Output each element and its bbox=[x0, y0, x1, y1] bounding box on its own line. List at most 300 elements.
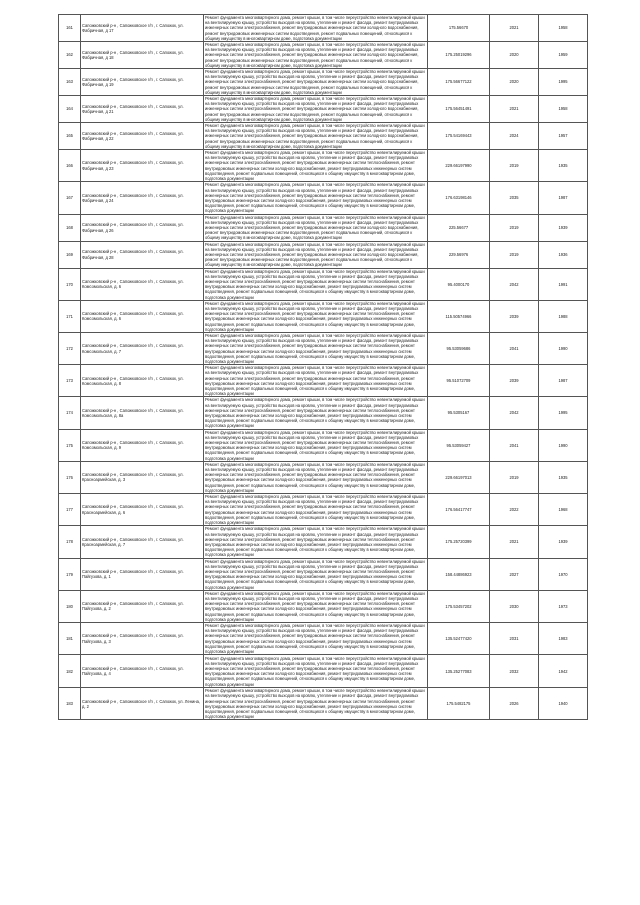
cell-cost-text: 95.53059427 bbox=[446, 442, 471, 448]
cell-cost-text: 95.4000170 bbox=[447, 281, 470, 287]
capital-repair-table bbox=[58, 14, 588, 720]
cell-work-text: Ремонт фундамента многоквартирного дома, ремонт крыши, в том числе переустройство невентилируемой крыши на вентилируемую крышу, устройство выходов на кровлю, утепление и ремонт фасада, ремонт внутридомовых инженерных систем электроснабжения, ремонт внутридомовых инженерных систем теплоснабжения, ремонт внутридомовых инженерных систем холодного водоснабжения, ремонт внутридомовых инженерных систем водоотведения, ремонт подвальных помещений, относящихся к общему имуществу в многоквартирном доме, подготовка документации bbox=[205, 655, 425, 687]
cell-year-text: 2024 bbox=[509, 133, 519, 139]
table-body bbox=[59, 15, 588, 720]
cell-work-text: Ремонт фундамента многоквартирного дома, ремонт крыши, в том числе переустройство невентилируемой крыши на вентилируемую крышу, устройство выходов на кровлю, утепление и ремонт фасада, ремонт внутридомовых инженерных систем электроснабжения, ремонт внутридомовых инженерных систем теплоснабжения, ремонт внутридомовых инженерных систем холодного водоснабжения, ремонт внутридомовых инженерных систем водоотведения, ремонт подвальных помещений, относящихся к общему имуществу в многоквартирном доме, подготовка документации bbox=[205, 300, 425, 332]
cell-addr-text: Сапожковский р-н , Сапожковское г/п , г. Сапожок, ул. Красноармейская, д. 7 bbox=[82, 536, 184, 547]
cell-cost bbox=[428, 332, 490, 364]
cell-addr bbox=[81, 590, 204, 622]
cell-addr-text: Сапожковский р-н , Сапожковское г/п , г. Сапожок, ул. Пайгузова, д. 3 bbox=[82, 633, 184, 644]
cell-work-text: Ремонт фундамента многоквартирного дома, ремонт крыши, в том числе переустройство невентилируемой крыши на вентилируемую крышу, устройство выходов на кровлю, утепление и ремонт фасада, ремонт внутридомовых инженерных систем электроснабжения, ремонт внутридомовых инженерных систем холодного водоснабжения, ремонт внутридомовых инженерных систем водоотведения, ремонт подвальных помещений, относящихся к общему имуществу в многоквартирном доме, подготовка документации bbox=[205, 15, 425, 41]
cell-cost bbox=[428, 123, 490, 150]
table-row bbox=[59, 182, 588, 214]
cell-cost bbox=[428, 526, 490, 558]
cell-cost bbox=[428, 429, 490, 461]
cell-num bbox=[59, 42, 81, 69]
cell-year-text: 2019 bbox=[509, 163, 519, 169]
cell-built-text: 1987 bbox=[558, 378, 568, 384]
cell-built-text: 1935 bbox=[558, 474, 568, 480]
cell-cost bbox=[428, 268, 490, 300]
cell-built bbox=[539, 214, 588, 241]
cell-addr bbox=[81, 494, 204, 526]
cell-work bbox=[204, 15, 428, 42]
cell-cost-text: 175.54169443 bbox=[445, 133, 472, 139]
table-row bbox=[59, 429, 588, 461]
cell-addr bbox=[81, 96, 204, 123]
cell-built-text: 1936 bbox=[558, 251, 568, 257]
cell-work bbox=[204, 397, 428, 429]
cell-work bbox=[204, 461, 428, 493]
cell-work bbox=[204, 123, 428, 150]
cell-num-text: 180 bbox=[66, 603, 73, 609]
cell-cost bbox=[428, 15, 490, 42]
cell-num-text: 177 bbox=[66, 507, 73, 513]
cell-cost bbox=[428, 42, 490, 69]
cell-built bbox=[539, 397, 588, 429]
cell-num bbox=[59, 300, 81, 332]
cell-built bbox=[539, 494, 588, 526]
table-row bbox=[59, 461, 588, 493]
cell-num-text: 169 bbox=[66, 251, 73, 257]
cell-addr-text: Сапожковский р-н , Сапожковское г/п , г. Сапожок, ул. Комсомольская, д. 9 bbox=[82, 440, 184, 451]
cell-num bbox=[59, 494, 81, 526]
cell-work bbox=[204, 214, 428, 241]
cell-cost-text: 158.44886923 bbox=[445, 571, 472, 577]
cell-built bbox=[539, 526, 588, 558]
cell-cost-text: 175.56451491 bbox=[445, 106, 472, 112]
cell-cost bbox=[428, 558, 490, 590]
cell-work-text: Ремонт фундамента многоквартирного дома, ремонт крыши, в том числе переустройство невентилируемой крыши на вентилируемую крышу, устройство выходов на кровлю, утепление и ремонт фасада, ремонт внутридомовых инженерных систем электроснабжения, ремонт внутридомовых инженерных систем теплоснабжения, ремонт внутридомовых инженерных систем холодного водоснабжения, ремонт внутридомовых инженерных систем водоотведения, ремонт подвальных помещений, относящихся к общему имуществу в многоквартирном доме, подготовка документации bbox=[205, 558, 425, 590]
cell-cost bbox=[428, 461, 490, 493]
cell-year-text: 2019 bbox=[509, 474, 519, 480]
cell-addr bbox=[81, 526, 204, 558]
cell-built bbox=[539, 655, 588, 688]
table-row bbox=[59, 300, 588, 332]
cell-num-text: 171 bbox=[66, 313, 73, 319]
cell-work-text: Ремонт фундамента многоквартирного дома, ремонт крыши, в том числе переустройство невентилируемой крыши на вентилируемую крышу, устройство выходов на кровлю, утепление и ремонт фасада, ремонт внутридомовых инженерных систем электроснабжения, ремонт внутридомовых инженерных систем теплоснабжения, ремонт внутридомовых инженерных систем холодного водоснабжения, ремонт внутридомовых инженерных систем водоотведения, ремонт подвальных помещений, относящихся к общему имуществу в многоквартирном доме, подготовка документации bbox=[205, 365, 425, 397]
cell-num bbox=[59, 214, 81, 241]
cell-addr bbox=[81, 123, 204, 150]
cell-year-text: 2020 bbox=[509, 79, 519, 85]
cell-work bbox=[204, 590, 428, 622]
table-row bbox=[59, 494, 588, 526]
cell-work bbox=[204, 494, 428, 526]
cell-built-text: 1990 bbox=[558, 442, 568, 448]
cell-cost bbox=[428, 365, 490, 397]
cell-work-text: Ремонт фундамента многоквартирного дома, ремонт крыши, в том числе переустройство невентилируемой крыши на вентилируемую крышу, устройство выходов на кровлю, утепление и ремонт фасада, ремонт внутридомовых инженерных систем электроснабжения, ремонт внутридомовых инженерных систем теплоснабжения, ремонт внутридомовых инженерных систем холодного водоснабжения, ремонт внутридомовых инженерных систем водоотведения, ремонт подвальных помещений, относящихся к общему имуществу в многоквартирном доме, подготовка документации bbox=[205, 182, 425, 214]
cell-addr-text: Сапожковский р-н , Сапожковское г/п , г. Сапожок, ул. Комсомольская, д. 7 bbox=[82, 343, 184, 354]
cell-cost-text: 175.56670 bbox=[448, 25, 469, 31]
cell-num-text: 174 bbox=[66, 410, 73, 416]
cell-built-text: 1958 bbox=[558, 106, 568, 112]
cell-num-text: 175 bbox=[66, 442, 73, 448]
cell-addr-text: Сапожковский р-н , Сапожковское г/п , г. Сапожок, ул. Фабричная, д 18 bbox=[82, 49, 184, 61]
cell-work bbox=[204, 526, 428, 558]
cell-year bbox=[490, 622, 539, 654]
cell-work-text: Ремонт фундамента многоквартирного дома, ремонт крыши, в том числе переустройство невентилируемой крыши на вентилируемую крышу, устройство выходов на кровлю, утепление и ремонт фасада, ремонт внутридомовых инженерных систем электроснабжения, ремонт внутридомовых инженерных систем теплоснабжения, ремонт внутридомовых инженерных систем холодного водоснабжения, ремонт внутридомовых инженерных систем водоотведения, ремонт подвальных помещений, относящихся к общему имуществу в многоквартирном доме, подготовка документации bbox=[205, 150, 425, 182]
cell-num bbox=[59, 590, 81, 622]
cell-work-text: Ремонт фундамента многоквартирного дома, ремонт крыши, в том числе переустройство невентилируемой крыши на вентилируемую крышу, устройство выходов на кровлю, утепление и ремонт фасада, ремонт внутридомовых инженерных систем электроснабжения, ремонт внутридомовых инженерных систем теплоснабжения, ремонт внутридомовых инженерных систем холодного водоснабжения, ремонт внутридомовых инженерных систем водоотведения, ремонт подвальных помещений, относящихся к общему имуществу в многоквартирном доме, подготовка документации bbox=[205, 526, 425, 558]
cell-year bbox=[490, 494, 539, 526]
table-row bbox=[59, 150, 588, 182]
cell-num-text: 173 bbox=[66, 378, 73, 384]
cell-built bbox=[539, 69, 588, 96]
cell-addr bbox=[81, 42, 204, 69]
cell-year-text: 2030 bbox=[509, 603, 519, 609]
cell-addr-text: Сапожковский р-н , Сапожковское г/п , г. Сапожок, ул. Фабричная, д 23 bbox=[82, 160, 184, 171]
cell-addr bbox=[81, 558, 204, 590]
cell-year-text: 2027 bbox=[509, 571, 519, 577]
cell-num bbox=[59, 365, 81, 397]
cell-addr-text: Сапожковский р-н , Сапожковское г/п , г. Сапожок, ул. Фабричная, д 28 bbox=[82, 249, 184, 260]
table-row bbox=[59, 332, 588, 364]
cell-year-text: 2039 bbox=[509, 313, 519, 319]
table-row bbox=[59, 622, 588, 654]
cell-built bbox=[539, 150, 588, 182]
cell-built-text: 1957 bbox=[558, 133, 568, 139]
cell-built-text: 1970 bbox=[558, 571, 568, 577]
cell-built-text: 1987 bbox=[558, 195, 568, 201]
cell-built bbox=[539, 268, 588, 300]
cell-built bbox=[539, 590, 588, 622]
cell-year-text: 2019 bbox=[509, 251, 519, 257]
cell-cost bbox=[428, 182, 490, 214]
table-row bbox=[59, 123, 588, 150]
cell-addr-text: Сапожковский р-н , Сапожковское г/п , г. Сапожок, ул. Комсомольская, д. 6 bbox=[82, 278, 184, 290]
cell-num-text: 161 bbox=[66, 25, 73, 31]
cell-work-text: Ремонт фундамента многоквартирного дома, ремонт крыши, в том числе переустройство невентилируемой крыши на вентилируемую крышу, устройство выходов на кровлю, утепление и ремонт фасада, ремонт внутридомовых инженерных систем электроснабжения, ремонт внутридомовых инженерных систем теплоснабжения, ремонт внутридомовых инженерных систем холодного водоснабжения, ремонт внутридомовых инженерных систем водоотведения, ремонт подвальных помещений, относящихся к общему имуществу в многоквартирном доме, подготовка документации bbox=[205, 332, 425, 364]
cell-num-text: 178 bbox=[66, 539, 73, 545]
cell-work-text: Ремонт фундамента многоквартирного дома, ремонт крыши, в том числе переустройство невентилируемой крыши на вентилируемую крышу, устройство выходов на кровлю, утепление и ремонт фасада, ремонт внутридомовых инженерных систем электроснабжения, ремонт внутридомовых инженерных систем холодного водоснабжения, ремонт внутридомовых инженерных систем водоотведения, ремонт подвальных помещений, относящихся к общему имуществу в многоквартирном доме, подготовка документации bbox=[205, 123, 425, 149]
cell-addr-text: Сапожковский р-н , Сапожковское г/п , г. Сапожок, ул. Комсомольская, д. 8а bbox=[82, 407, 184, 419]
cell-cost-text: 115.50574966 bbox=[445, 313, 472, 319]
cell-work bbox=[204, 150, 428, 182]
cell-year bbox=[490, 688, 539, 720]
cell-year bbox=[490, 429, 539, 461]
cell-cost-text: 95.51072709 bbox=[446, 378, 471, 384]
cell-work bbox=[204, 268, 428, 300]
cell-num bbox=[59, 655, 81, 688]
cell-addr-text: Сапожковский р-н , Сапожковское г/п , г. Сапожок, ул. Пайгузова, д. 2 bbox=[82, 601, 184, 612]
cell-num-text: 163 bbox=[66, 79, 73, 85]
cell-num-text: 183 bbox=[66, 701, 73, 707]
cell-addr-text: Сапожковский р-н , Сапожковское г/п , г. Сапожок, ул. Фабричная, д 22 bbox=[82, 130, 184, 142]
cell-year-text: 2042 bbox=[509, 281, 519, 287]
cell-num-text: 166 bbox=[66, 163, 73, 169]
cell-cost bbox=[428, 69, 490, 96]
cell-year bbox=[490, 42, 539, 69]
cell-work-text: Ремонт фундамента многоквартирного дома, ремонт крыши, в том числе переустройство невентилируемой крыши на вентилируемую крышу, устройство выходов на кровлю, утепление и ремонт фасада, ремонт внутридомовых инженерных систем электроснабжения, ремонт внутридомовых инженерных систем холодного водоснабжения, ремонт внутридомовых инженерных систем водоотведения, ремонт подвальных помещений, относящихся к общему имуществу в многоквартирном доме, подготовка документации bbox=[205, 241, 425, 268]
table-row bbox=[59, 214, 588, 241]
cell-year bbox=[490, 590, 539, 622]
cell-year-text: 2031 bbox=[509, 635, 519, 641]
cell-built-text: 1939 bbox=[558, 539, 568, 545]
cell-num bbox=[59, 397, 81, 429]
cell-built bbox=[539, 622, 588, 654]
cell-built-text: 1973 bbox=[558, 603, 568, 609]
cell-num-text: 167 bbox=[66, 195, 73, 201]
cell-cost-text: 95.5305167 bbox=[447, 410, 470, 416]
cell-num bbox=[59, 332, 81, 364]
cell-built-text: 1939 bbox=[558, 224, 568, 230]
cell-addr bbox=[81, 332, 204, 364]
cell-num bbox=[59, 69, 81, 96]
cell-num bbox=[59, 688, 81, 720]
cell-addr bbox=[81, 150, 204, 182]
cell-year-text: 2032 bbox=[509, 668, 519, 674]
cell-num bbox=[59, 123, 81, 150]
cell-work bbox=[204, 622, 428, 654]
cell-work-text: Ремонт фундамента многоквартирного дома, ремонт крыши, в том числе переустройство невентилируемой крыши на вентилируемую крышу, устройство выходов на кровлю, утепление и ремонт фасада, ремонт внутридомовых инженерных систем электроснабжения, ремонт внутридомовых инженерных систем теплоснабжения, ремонт внутридомовых инженерных систем холодного водоснабжения, ремонт внутридомовых инженерных систем водоотведения, ремонт подвальных помещений, относящихся к общему имуществу в многоквартирном доме, подготовка документации bbox=[205, 268, 425, 300]
cell-work bbox=[204, 241, 428, 268]
cell-year bbox=[490, 365, 539, 397]
table-row bbox=[59, 655, 588, 688]
cell-year bbox=[490, 397, 539, 429]
cell-addr-text: Сапожковский р-н , Сапожковское г/п , г. Сапожок, ул. Комсомольская, д. 8 bbox=[82, 375, 184, 386]
cell-work bbox=[204, 429, 428, 461]
cell-work bbox=[204, 300, 428, 332]
cell-addr bbox=[81, 365, 204, 397]
cell-cost bbox=[428, 688, 490, 720]
cell-work-text: Ремонт фундамента многоквартирного дома, ремонт крыши, в том числе переустройство невентилируемой крыши на вентилируемую крышу, устройство выходов на кровлю, утепление и ремонт фасада, ремонт внутридомовых инженерных систем электроснабжения, ремонт внутридомовых инженерных систем холодного водоснабжения, ремонт внутридомовых инженерных систем водоотведения, ремонт подвальных помещений, относящихся к общему имуществу в многоквартирном доме, подготовка документации bbox=[205, 214, 425, 241]
cell-cost-text: 229.56976 bbox=[448, 251, 469, 257]
cell-built-text: 1988 bbox=[558, 313, 568, 319]
cell-year bbox=[490, 182, 539, 214]
cell-built bbox=[539, 332, 588, 364]
cell-work-text: Ремонт фундамента многоквартирного дома, ремонт крыши, в том числе переустройство невентилируемой крыши на вентилируемую крышу, устройство выходов на кровлю, утепление и ремонт фасада, ремонт внутридомовых инженерных систем электроснабжения, ремонт внутридомовых инженерных систем теплоснабжения, ремонт внутридомовых инженерных систем холодного водоснабжения, ремонт внутридомовых инженерных систем водоотведения, ремонт подвальных помещений, относящихся к общему имуществу в многоквартирном доме, подготовка документации bbox=[205, 622, 425, 654]
cell-built-text: 1942 bbox=[558, 668, 568, 674]
cell-addr-text: Сапожковский р-н , Сапожковское г/п , г. Сапожок, ул. Ленина, д. 2 bbox=[82, 698, 200, 709]
cell-addr bbox=[81, 214, 204, 241]
cell-built-text: 1995 bbox=[558, 410, 568, 416]
cell-cost-text: 229.66197990 bbox=[445, 163, 472, 169]
cell-num bbox=[59, 526, 81, 558]
cell-cost-text: 95.53059686 bbox=[446, 345, 471, 351]
cell-built bbox=[539, 241, 588, 268]
cell-year bbox=[490, 558, 539, 590]
cell-built-text: 1991 bbox=[558, 281, 568, 287]
cell-cost bbox=[428, 397, 490, 429]
cell-cost bbox=[428, 96, 490, 123]
cell-cost-text: 175.53457202 bbox=[445, 603, 472, 609]
cell-cost-text: 175.25019296 bbox=[445, 52, 472, 58]
cell-built-text: 1935 bbox=[558, 163, 568, 169]
table-row bbox=[59, 526, 588, 558]
cell-addr bbox=[81, 397, 204, 429]
cell-year-text: 2039 bbox=[509, 378, 519, 384]
document-page bbox=[58, 14, 587, 720]
cell-cost bbox=[428, 241, 490, 268]
cell-year bbox=[490, 655, 539, 688]
cell-work-text: Ремонт фундамента многоквартирного дома, ремонт крыши, в том числе переустройство невентилируемой крыши на вентилируемую крышу, устройство выходов на кровлю, утепление и ремонт фасада, ремонт внутридомовых инженерных систем электроснабжения, ремонт внутридомовых инженерных систем теплоснабжения, ремонт внутридомовых инженерных систем холодного водоснабжения, ремонт внутридомовых инженерных систем водоотведения, ремонт подвальных помещений, относящихся к общему имуществу в многоквартирном доме, подготовка документации bbox=[205, 429, 425, 461]
cell-addr bbox=[81, 429, 204, 461]
cell-num bbox=[59, 241, 81, 268]
cell-num bbox=[59, 622, 81, 654]
cell-work bbox=[204, 182, 428, 214]
table-row bbox=[59, 241, 588, 268]
cell-num-text: 182 bbox=[66, 668, 73, 674]
cell-year bbox=[490, 15, 539, 42]
cell-work-text: Ремонт фундамента многоквартирного дома, ремонт крыши, в том числе переустройство невентилируемой крыши на вентилируемую крышу, устройство выходов на кровлю, утепление и ремонт фасада, ремонт внутридомовых инженерных систем электроснабжения, ремонт внутридомовых инженерных систем теплоснабжения, ремонт внутридомовых инженерных систем холодного водоснабжения, ремонт внутридомовых инженерных систем водоотведения, ремонт подвальных помещений, относящихся к общему имуществу в многоквартирном доме, подготовка документации bbox=[205, 688, 425, 720]
cell-work-text: Ремонт фундамента многоквартирного дома, ремонт крыши, в том числе переустройство невентилируемой крыши на вентилируемую крышу, устройство выходов на кровлю, утепление и ремонт фасада, ремонт внутридомовых инженерных систем электроснабжения, ремонт внутридомовых инженерных систем теплоснабжения, ремонт внутридомовых инженерных систем холодного водоснабжения, ремонт внутридомовых инженерных систем водоотведения, ремонт подвальных помещений, относящихся к общему имуществу в многоквартирном доме, подготовка документации bbox=[205, 461, 425, 493]
cell-cost bbox=[428, 300, 490, 332]
cell-year bbox=[490, 96, 539, 123]
cell-addr bbox=[81, 15, 204, 42]
cell-built-text: 1958 bbox=[558, 25, 568, 31]
cell-built-text: 1990 bbox=[558, 345, 568, 351]
cell-cost-text: 176.63198146 bbox=[445, 195, 472, 201]
cell-built bbox=[539, 15, 588, 42]
cell-addr bbox=[81, 69, 204, 96]
cell-work-text: Ремонт фундамента многоквартирного дома, ремонт крыши, в том числе переустройство невентилируемой крыши на вентилируемую крышу, устройство выходов на кровлю, утепление и ремонт фасада, ремонт внутридомовых инженерных систем электроснабжения, ремонт внутридомовых инженерных систем холодного водоснабжения, ремонт внутридомовых инженерных систем водоотведения, ремонт подвальных помещений, относящихся к общему имуществу в многоквартирном доме, подготовка документации bbox=[205, 96, 425, 122]
cell-built-text: 1968 bbox=[558, 507, 568, 513]
cell-built bbox=[539, 42, 588, 69]
cell-addr bbox=[81, 461, 204, 493]
cell-year-text: 2041 bbox=[509, 442, 519, 448]
cell-built bbox=[539, 123, 588, 150]
table-row bbox=[59, 42, 588, 69]
table-row bbox=[59, 688, 588, 720]
cell-year bbox=[490, 268, 539, 300]
cell-addr-text: Сапожковский р-н , Сапожковское г/п , г. Сапожок, ул. Пайгузова, д. 1 bbox=[82, 568, 184, 580]
cell-year-text: 2022 bbox=[509, 507, 519, 513]
cell-year bbox=[490, 461, 539, 493]
cell-year-text: 2020 bbox=[509, 52, 519, 58]
table-row bbox=[59, 590, 588, 622]
cell-addr-text: Сапожковский р-н , Сапожковское г/п , г. Сапожок, ул. Комсомольская, д. 6 bbox=[82, 311, 184, 322]
cell-year-text: 2021 bbox=[509, 25, 519, 31]
cell-num-text: 176 bbox=[66, 474, 73, 480]
cell-year bbox=[490, 123, 539, 150]
cell-addr-text: Сапожковский р-н , Сапожковское г/п , г. Сапожок, ул. Фабричная, д 21 bbox=[82, 103, 184, 115]
cell-cost bbox=[428, 590, 490, 622]
cell-addr-text: Сапожковский р-н , Сапожковское г/п , г. Сапожок, ул. Фабричная, д 19 bbox=[82, 76, 184, 88]
cell-cost-text: 135.52477420 bbox=[445, 635, 472, 641]
cell-built bbox=[539, 300, 588, 332]
cell-year bbox=[490, 332, 539, 364]
cell-work bbox=[204, 655, 428, 688]
cell-year-text: 2035 bbox=[509, 195, 519, 201]
cell-year-text: 2019 bbox=[509, 224, 519, 230]
cell-addr bbox=[81, 622, 204, 654]
cell-built bbox=[539, 461, 588, 493]
cell-addr-text: Сапожковский р-н , Сапожковское г/п , г. Сапожок, ул. Фабричная, д 17 bbox=[82, 22, 184, 33]
table-row bbox=[59, 397, 588, 429]
cell-cost bbox=[428, 622, 490, 654]
cell-built-text: 1959 bbox=[558, 52, 568, 58]
cell-cost-text: 175.56677122 bbox=[445, 79, 472, 85]
cell-num bbox=[59, 96, 81, 123]
cell-work bbox=[204, 365, 428, 397]
cell-built-text: 1940 bbox=[558, 701, 568, 707]
cell-work bbox=[204, 332, 428, 364]
table-row bbox=[59, 96, 588, 123]
cell-work-text: Ремонт фундамента многоквартирного дома, ремонт крыши, в том числе переустройство невентилируемой крыши на вентилируемую крышу, устройство выходов на кровлю, утепление и ремонт фасада, ремонт внутридомовых инженерных систем электроснабжения, ремонт внутридомовых инженерных систем теплоснабжения, ремонт внутридомовых инженерных систем холодного водоснабжения, ремонт внутридомовых инженерных систем водоотведения, ремонт подвальных помещений, относящихся к общему имуществу в многоквартирном доме, подготовка документации bbox=[205, 494, 425, 526]
cell-addr-text: Сапожковский р-н , Сапожковское г/п , г. Сапожок, ул. Красноармейская, д. 6 bbox=[82, 504, 184, 515]
cell-work-text: Ремонт фундамента многоквартирного дома, ремонт крыши, в том числе переустройство невентилируемой крыши на вентилируемую крышу, устройство выходов на кровлю, утепление и ремонт фасада, ремонт внутридомовых инженерных систем электроснабжения, ремонт внутридомовых инженерных систем теплоснабжения, ремонт внутридомовых инженерных систем холодного водоснабжения, ремонт внутридомовых инженерных систем водоотведения, ремонт подвальных помещений, относящихся к общему имуществу в многоквартирном доме, подготовка документации bbox=[205, 590, 425, 622]
cell-num-text: 172 bbox=[66, 345, 73, 351]
cell-year-text: 2021 bbox=[509, 106, 519, 112]
cell-cost bbox=[428, 655, 490, 688]
cell-year-text: 2042 bbox=[509, 410, 519, 416]
cell-addr bbox=[81, 300, 204, 332]
cell-addr-text: Сапожковский р-н , Сапожковское г/п , г. Сапожок, ул. Фабричная, д 24 bbox=[82, 192, 184, 203]
cell-cost-text: 175.5482175 bbox=[446, 701, 471, 707]
cell-built-text: 1983 bbox=[558, 635, 568, 641]
cell-addr bbox=[81, 688, 204, 720]
cell-cost-text: 175.25720399 bbox=[445, 539, 472, 545]
cell-work bbox=[204, 558, 428, 590]
table-row bbox=[59, 268, 588, 300]
cell-cost bbox=[428, 214, 490, 241]
cell-year bbox=[490, 300, 539, 332]
cell-addr-text: Сапожковский р-н , Сапожковское г/п , г. Сапожок, ул. Фабричная, д 26 bbox=[82, 222, 184, 233]
cell-year-text: 2026 bbox=[509, 701, 519, 707]
cell-year bbox=[490, 214, 539, 241]
cell-num-text: 165 bbox=[66, 133, 73, 139]
cell-num bbox=[59, 558, 81, 590]
table-row bbox=[59, 69, 588, 96]
cell-built bbox=[539, 96, 588, 123]
cell-num-text: 181 bbox=[66, 635, 73, 641]
cell-year bbox=[490, 526, 539, 558]
cell-built bbox=[539, 182, 588, 214]
cell-work bbox=[204, 688, 428, 720]
cell-year bbox=[490, 241, 539, 268]
cell-cost bbox=[428, 494, 490, 526]
cell-num bbox=[59, 15, 81, 42]
table-row bbox=[59, 15, 588, 42]
cell-work bbox=[204, 96, 428, 123]
cell-addr bbox=[81, 268, 204, 300]
cell-year-text: 2041 bbox=[509, 345, 519, 351]
cell-num bbox=[59, 429, 81, 461]
cell-cost-text: 135.25277083 bbox=[445, 668, 472, 674]
cell-cost-text: 229.66197013 bbox=[445, 474, 472, 480]
cell-num-text: 170 bbox=[66, 281, 73, 287]
cell-year bbox=[490, 150, 539, 182]
cell-built bbox=[539, 365, 588, 397]
cell-cost-text: 176.56417747 bbox=[445, 507, 472, 513]
cell-addr bbox=[81, 655, 204, 688]
cell-cost bbox=[428, 150, 490, 182]
cell-num-text: 164 bbox=[66, 106, 73, 112]
cell-num-text: 168 bbox=[66, 224, 73, 230]
table-row bbox=[59, 365, 588, 397]
cell-num bbox=[59, 461, 81, 493]
cell-num-text: 162 bbox=[66, 52, 73, 58]
cell-work bbox=[204, 69, 428, 96]
cell-built-text: 1995 bbox=[558, 79, 568, 85]
cell-cost-text: 225.56677 bbox=[448, 224, 469, 230]
cell-num bbox=[59, 150, 81, 182]
cell-addr bbox=[81, 241, 204, 268]
cell-num-text: 179 bbox=[66, 571, 73, 577]
cell-work-text: Ремонт фундамента многоквартирного дома, ремонт крыши, в том числе переустройство невентилируемой крыши на вентилируемую крышу, устройство выходов на кровлю, утепление и ремонт фасада, ремонт внутридомовых инженерных систем электроснабжения, ремонт внутридомовых инженерных систем теплоснабжения, ремонт внутридомовых инженерных систем холодного водоснабжения, ремонт внутридомовых инженерных систем водоотведения, ремонт подвальных помещений, относящихся к общему имуществу в многоквартирном доме, подготовка документации bbox=[205, 397, 425, 429]
cell-num bbox=[59, 182, 81, 214]
cell-work-text: Ремонт фундамента многоквартирного дома, ремонт крыши, в том числе переустройство невентилируемой крыши на вентилируемую крышу, устройство выходов на кровлю, утепление и ремонт фасада, ремонт внутридомовых инженерных систем электроснабжения, ремонт внутридомовых инженерных систем холодного водоснабжения, ремонт внутридомовых инженерных систем водоотведения, ремонт подвальных помещений, относящихся к общему имуществу в многоквартирном доме, подготовка документации bbox=[205, 69, 425, 95]
cell-num bbox=[59, 268, 81, 300]
cell-addr-text: Сапожковский р-н , Сапожковское г/п , г. Сапожок, ул. Красноармейская, д. 3 bbox=[82, 472, 184, 483]
cell-addr bbox=[81, 182, 204, 214]
table-row bbox=[59, 558, 588, 590]
cell-year-text: 2021 bbox=[509, 539, 519, 545]
cell-built bbox=[539, 429, 588, 461]
cell-built bbox=[539, 558, 588, 590]
cell-year bbox=[490, 69, 539, 96]
cell-built bbox=[539, 688, 588, 720]
cell-addr-text: Сапожковский р-н , Сапожковское г/п , г. Сапожок, ул. Пайгузова, д. 4 bbox=[82, 665, 184, 677]
